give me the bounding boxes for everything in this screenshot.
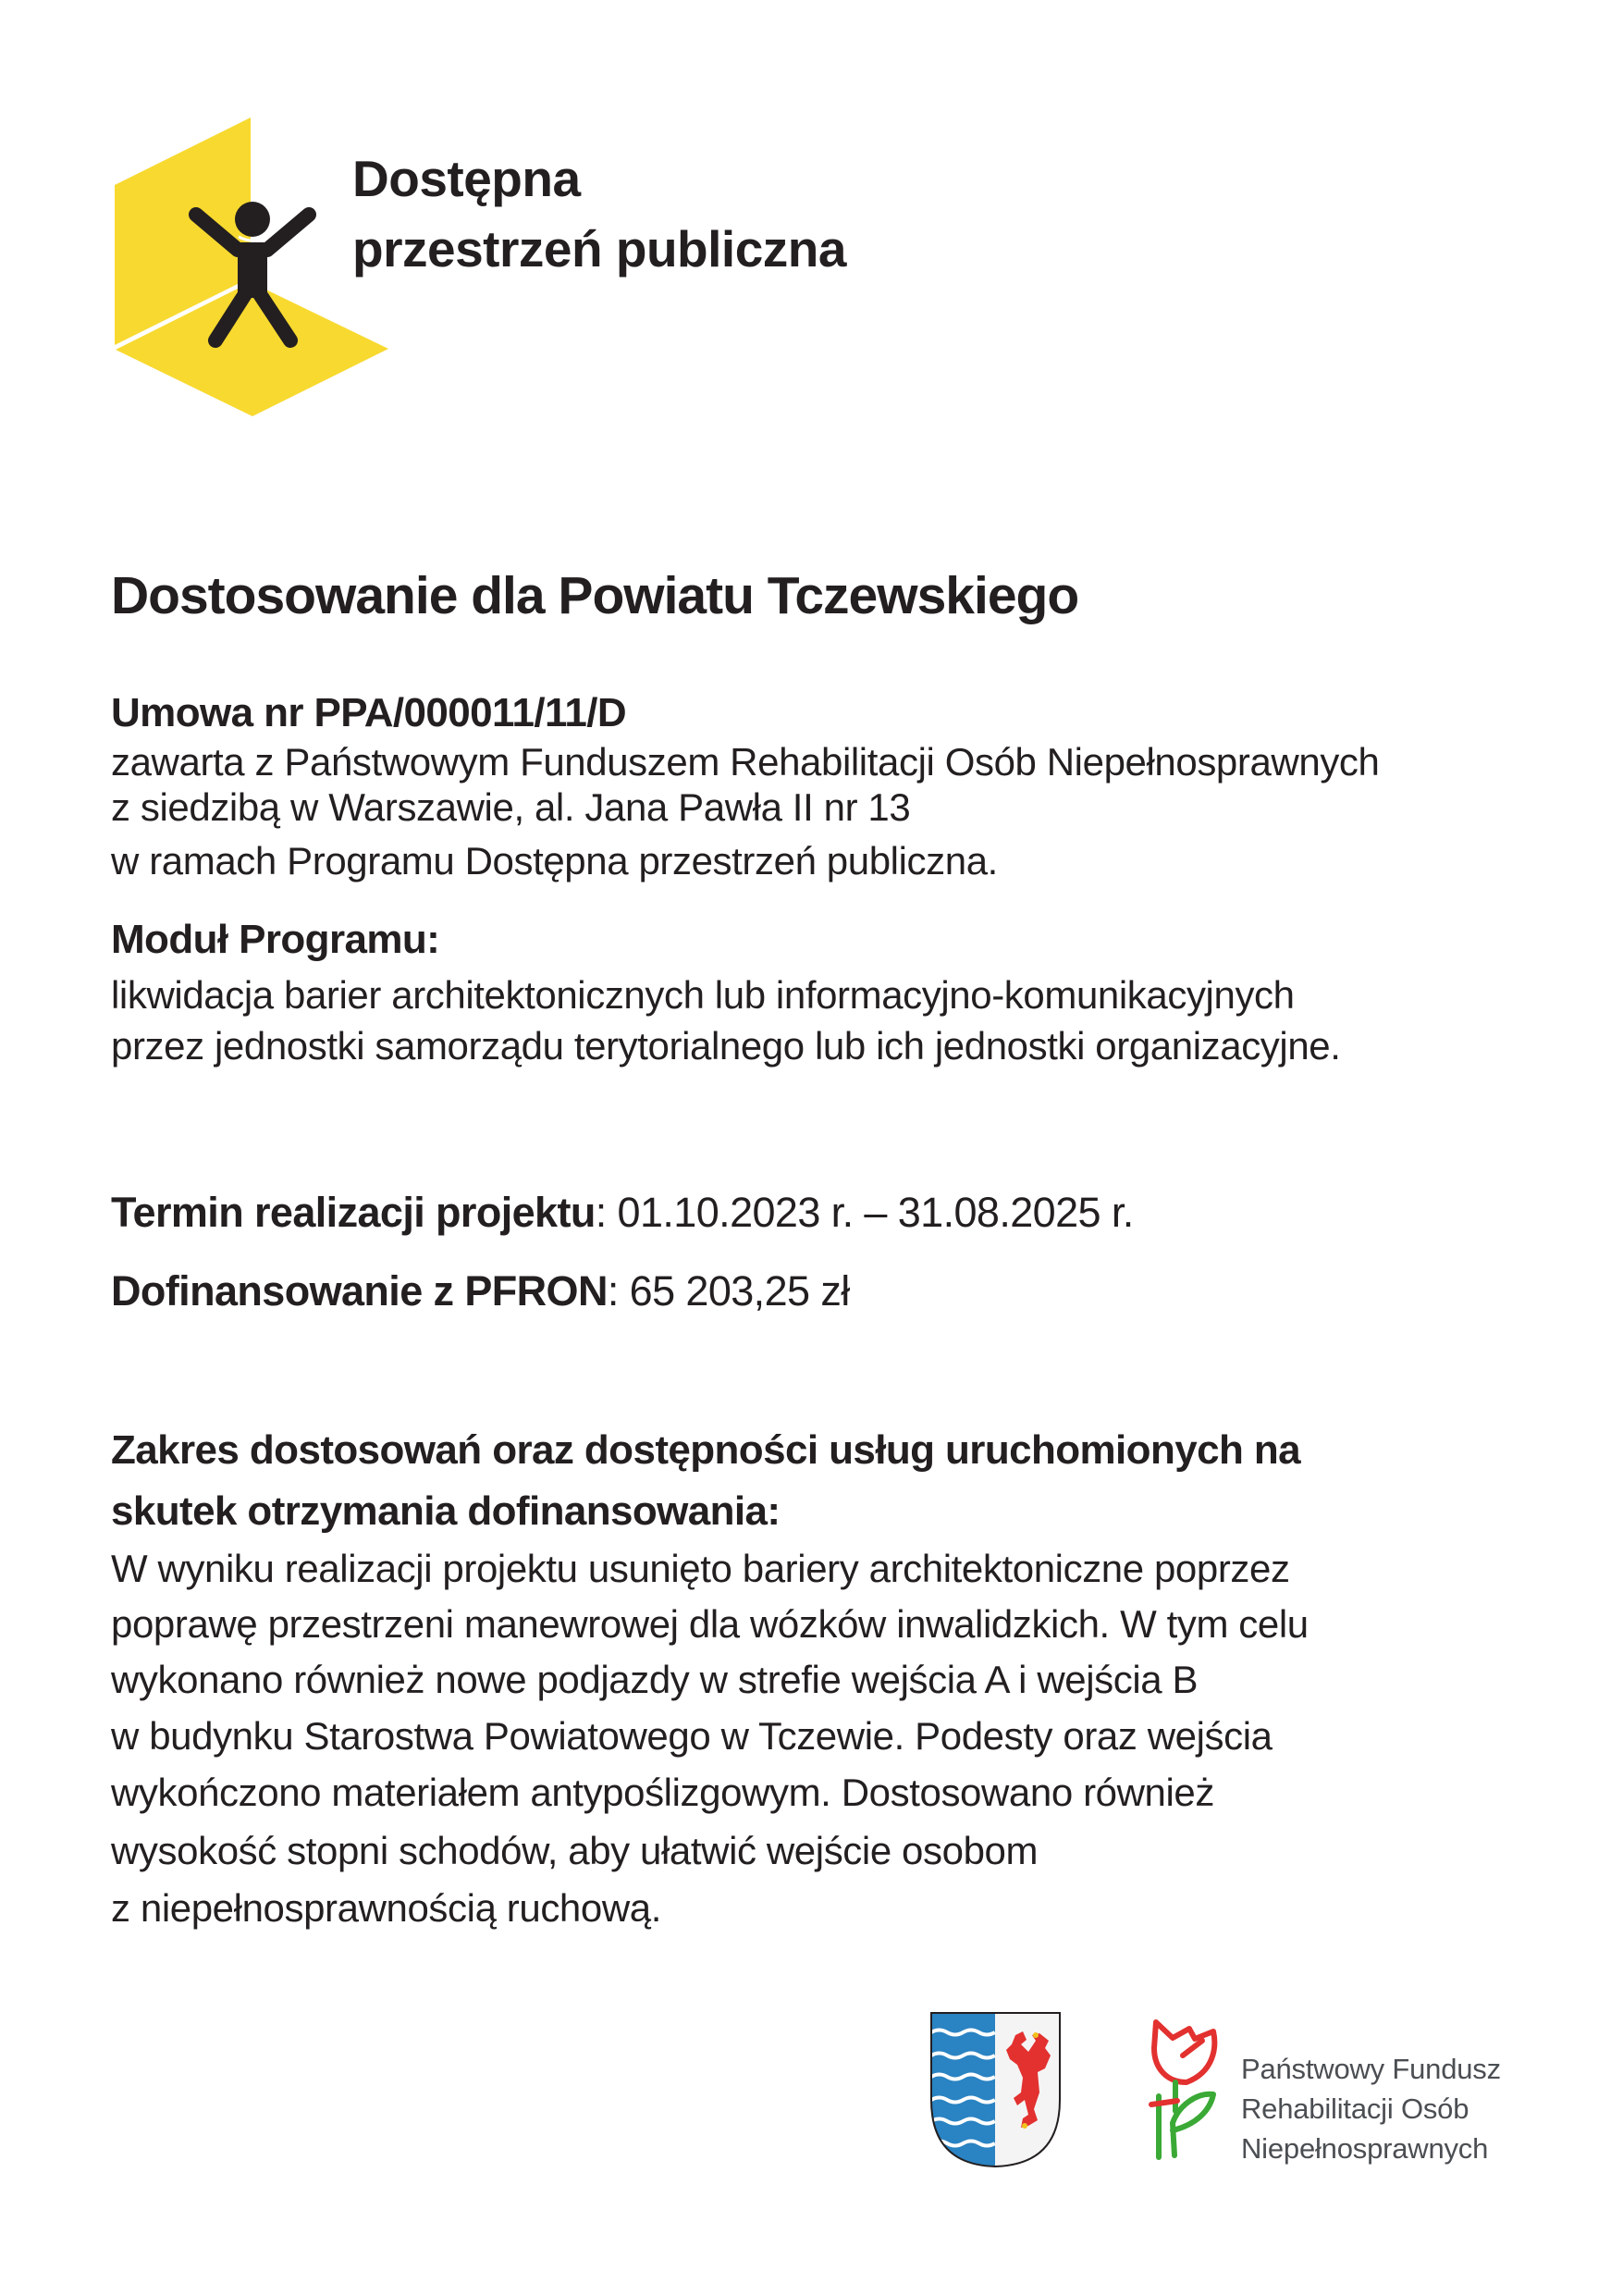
funding-label: Dofinansowanie z PFRON: [111, 1267, 608, 1315]
term-row: [111, 1189, 1134, 1236]
page-title: Dostosowanie dla Powiatu Tczewskiego: [111, 566, 1079, 625]
contract-heading: Umowa nr PPA/000011/11/D: [111, 690, 627, 735]
pfron-tulip-icon: [0, 0, 1, 1]
scope-heading-line: Zakres dostosowań oraz dostępności usług uruchomionych na: [111, 1427, 1301, 1473]
pfron-name-line: Niepełnosprawnych: [1241, 2132, 1489, 2165]
scope-line: W wyniku realizacji projektu usunięto bariery architektoniczne poprzez: [111, 1547, 1290, 1590]
module-line: przez jednostki samorządu terytorialnego lub ich jednostki organizacyjne.: [111, 1024, 1341, 1068]
pfron-name-line: Państwowy Fundusz: [1241, 2053, 1501, 2085]
scope-line: z niepełnosprawnością ruchową.: [111, 1886, 662, 1930]
contract-line: w ramach Programu Dostępna przestrzeń publiczna.: [111, 839, 998, 883]
module-line: likwidacja barier architektonicznych lub informacyjno-komunikacyjnych: [111, 973, 1295, 1017]
term-label: Termin realizacji projektu: [111, 1189, 596, 1236]
scope-line: wykończono materiałem antypoślizgowym. Dostosowano również: [111, 1771, 1214, 1814]
pfron-name-line: Rehabilitacji Osób: [1241, 2092, 1469, 2125]
scope-heading-line: skutek otrzymania dofinansowania:: [111, 1488, 781, 1534]
term-value: : 01.10.2023 r. – 31.08.2025 r.: [595, 1189, 1134, 1236]
program-logo-line1: Dostępna: [352, 150, 581, 207]
module-heading: Moduł Programu:: [111, 917, 440, 962]
contract-line: zawarta z Państwowym Funduszem Rehabilitacji Osób Niepełnosprawnych: [111, 740, 1380, 784]
scope-line: poprawę przestrzeni manewrowej dla wózków inwalidzkich. W tym celu: [111, 1602, 1309, 1646]
scope-line: wysokość stopni schodów, aby ułatwić wejście osobom: [111, 1829, 1039, 1872]
funding-value: : 65 203,25 zł: [607, 1267, 850, 1315]
contract-line: z siedzibą w Warszawie, al. Jana Pawła II nr 13: [111, 785, 911, 829]
program-logo-line2: przestrzeń publiczna: [352, 220, 846, 278]
scope-line: w budynku Starostwa Powiatowego w Tczewie. Podesty oraz wejścia: [111, 1714, 1273, 1758]
funding-row: [111, 1267, 850, 1315]
scope-line: wykonano również nowe podjazdy w strefie wejścia A i wejścia B: [111, 1658, 1199, 1701]
